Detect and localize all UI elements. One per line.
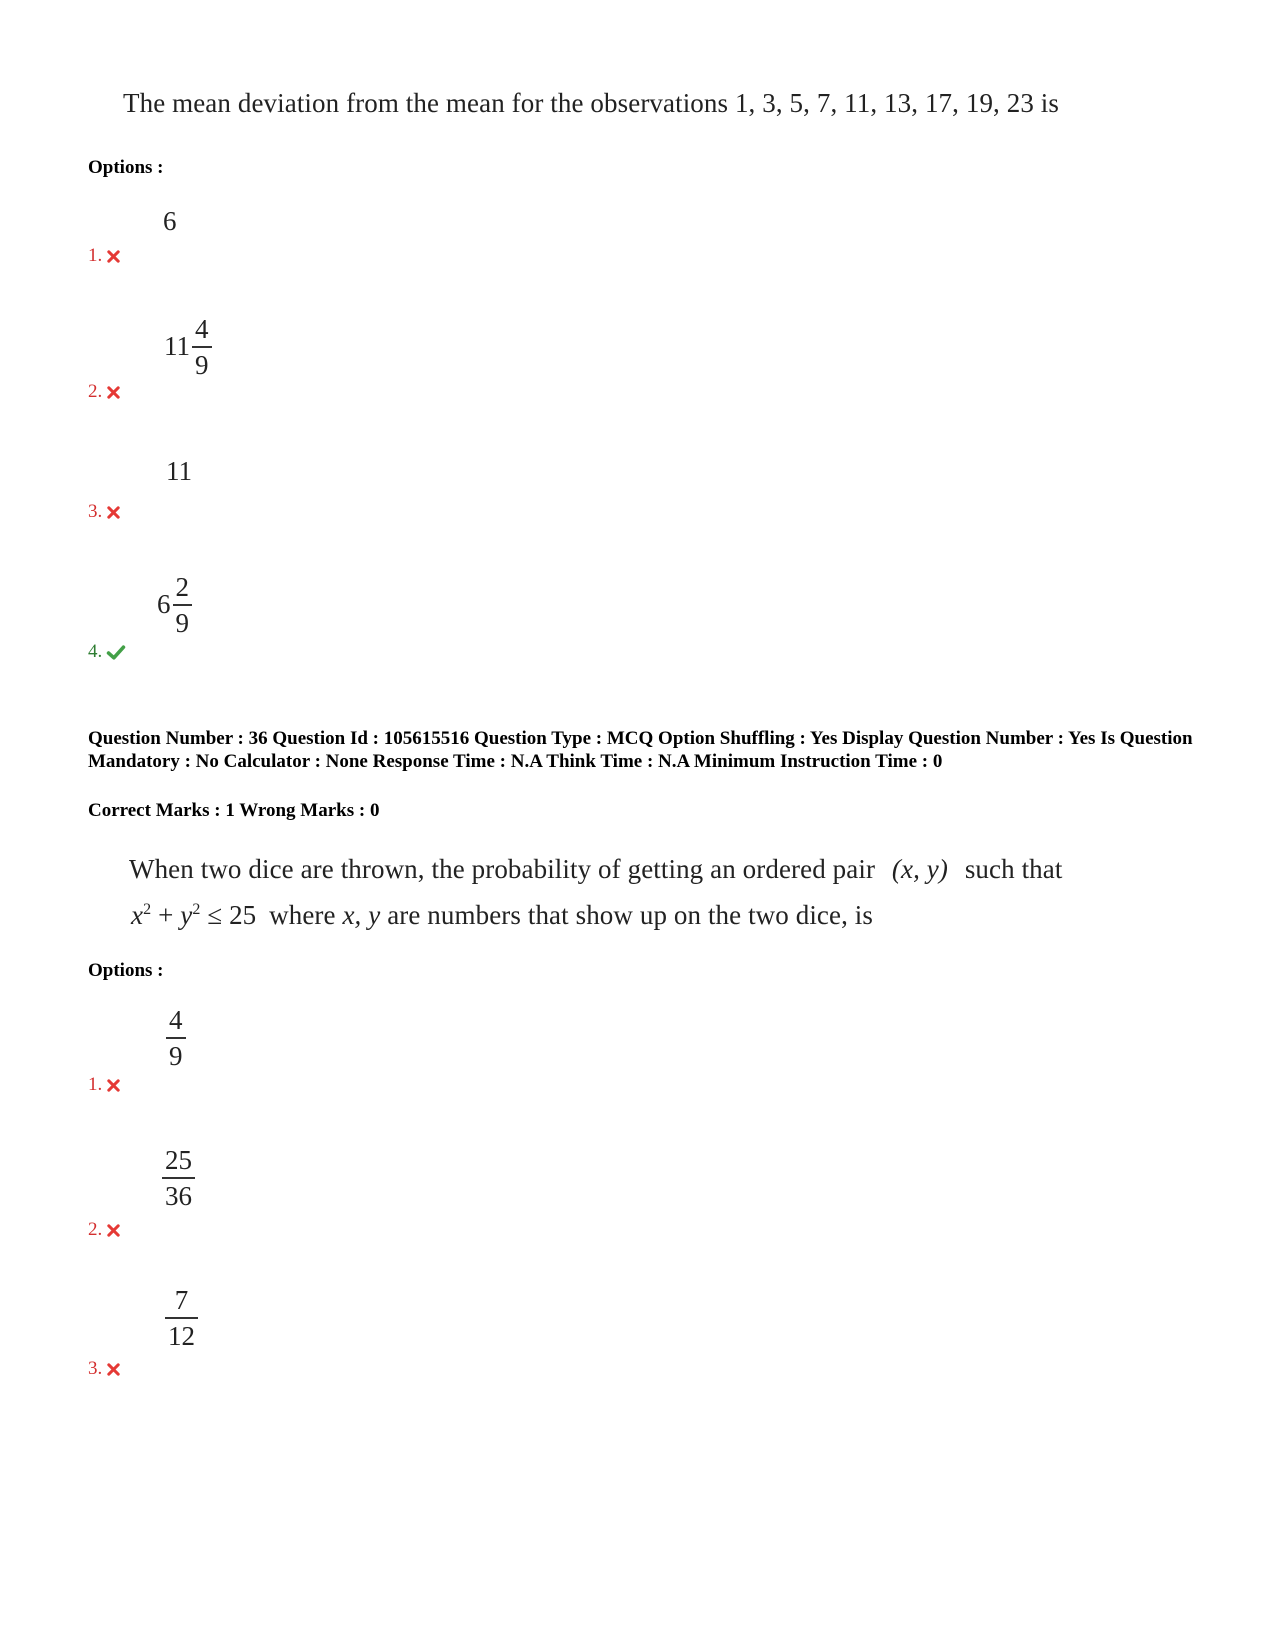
options-label: Options : <box>88 960 164 981</box>
option-number: 1. <box>88 1074 103 1095</box>
wrong-cross-icon <box>106 249 121 264</box>
option-3[interactable] <box>88 501 121 523</box>
fraction <box>162 1143 195 1213</box>
text-fragment: are numbers that show up on the two dice, is <box>387 900 874 930</box>
math-rhs: ≤ 25 <box>207 900 257 930</box>
option-number: 2. <box>88 1219 103 1240</box>
numerator: 4 <box>195 314 209 344</box>
option-value <box>163 1283 198 1353</box>
option-value <box>164 312 212 382</box>
question-text: The mean deviation from the mean for the observations 1, 3, 5, 7, 11, 13, 17, 19, 23 is <box>123 88 1060 118</box>
option-number: 3. <box>88 501 103 522</box>
option-2[interactable] <box>88 381 121 403</box>
denominator: 9 <box>195 349 209 380</box>
text-fragment: such that <box>964 854 1063 884</box>
option-number: 3. <box>88 1358 103 1379</box>
fraction <box>173 570 193 640</box>
fraction <box>165 1283 198 1353</box>
question-text-line-1 <box>129 854 1062 885</box>
option-value: 6 <box>163 206 177 236</box>
wrong-cross-icon <box>106 1078 121 1093</box>
math-vars: x, y <box>342 900 381 930</box>
math-op: + <box>158 900 174 930</box>
wrong-cross-icon <box>106 505 121 520</box>
option-number: 1. <box>88 245 103 266</box>
math-var: x <box>131 900 144 930</box>
option-1[interactable] <box>88 245 121 267</box>
denominator: 9 <box>175 607 189 638</box>
denominator: 36 <box>165 1180 192 1211</box>
fraction <box>192 312 212 382</box>
question-text-line-2 <box>131 900 873 931</box>
correct-check-icon <box>106 644 126 661</box>
fraction <box>166 1003 186 1073</box>
option-4[interactable] <box>88 641 126 663</box>
denominator: 12 <box>168 1320 195 1351</box>
math-var: y <box>180 900 193 930</box>
options-label: Options : <box>88 157 164 178</box>
wrong-cross-icon <box>106 1223 121 1238</box>
wrong-cross-icon <box>106 385 121 400</box>
numerator: 2 <box>175 572 189 602</box>
exponent: 2 <box>192 901 201 918</box>
option-1[interactable] <box>88 1074 121 1096</box>
numerator: 25 <box>165 1145 192 1175</box>
option-3[interactable] <box>88 1358 121 1380</box>
wrong-cross-icon <box>106 1362 121 1377</box>
option-value <box>164 1003 186 1073</box>
numerator: 4 <box>169 1005 183 1035</box>
question-meta: Question Number : 36 Question Id : 105615516 Question Type : MCQ Option Shuffling : Yes Display Question Number : Yes Is Question Mandatory : No Calculator : None Response Time : N.A Think Time : N.A Minimum Instruction Time : 0 <box>88 728 1193 772</box>
denominator: 9 <box>169 1040 183 1071</box>
whole-part: 6 <box>157 589 171 620</box>
option-value <box>160 1143 195 1213</box>
text-fragment: When two dice are thrown, the probability of getting an ordered pair <box>129 854 876 884</box>
option-2[interactable] <box>88 1219 121 1241</box>
numerator: 7 <box>174 1285 189 1315</box>
option-value: 11 <box>166 456 192 486</box>
option-number: 4. <box>88 641 103 662</box>
text-fragment: where <box>269 900 336 930</box>
exponent: 2 <box>143 901 152 918</box>
ordered-pair: (x, y) <box>891 854 948 884</box>
option-value <box>157 570 192 640</box>
marks-info: Correct Marks : 1 Wrong Marks : 0 <box>88 800 380 821</box>
option-number: 2. <box>88 381 103 402</box>
whole-part: 11 <box>164 331 190 362</box>
